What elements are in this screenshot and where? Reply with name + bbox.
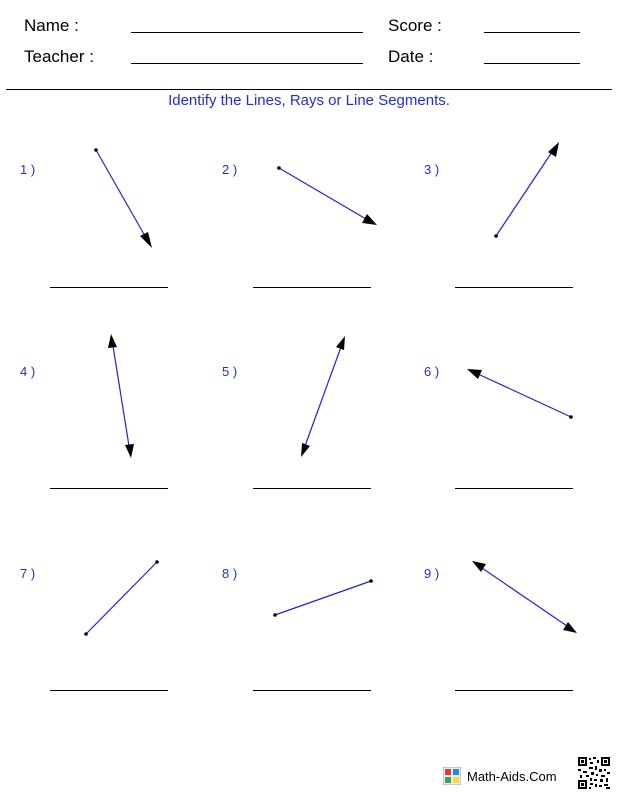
figure-4-line xyxy=(108,334,134,458)
figure-2-ray xyxy=(277,166,377,225)
problem-number-1: 1 ) xyxy=(20,162,36,177)
date-label: Date : xyxy=(388,47,434,66)
figure-8-segment xyxy=(273,579,373,617)
figure-3-ray xyxy=(494,142,559,238)
problem-number-8: 8 ) xyxy=(222,566,238,581)
problem-number-3: 3 ) xyxy=(424,162,440,177)
problem-number-6: 6 ) xyxy=(424,364,440,379)
figure-5-line xyxy=(301,336,345,457)
figure-6-ray xyxy=(467,369,573,419)
figure-9-line xyxy=(472,561,577,633)
brand xyxy=(443,767,557,785)
problem-number-2: 2 ) xyxy=(222,162,238,177)
score-label: Score : xyxy=(388,16,442,35)
name-label: Name : xyxy=(24,16,79,35)
figure-7-segment xyxy=(84,560,159,636)
problem-number-5: 5 ) xyxy=(222,364,238,379)
instructions: Identify the Lines, Rays or Line Segments. xyxy=(168,92,450,109)
teacher-label: Teacher : xyxy=(24,47,94,66)
math-aids-logo-icon xyxy=(443,767,461,785)
problem-number-9: 9 ) xyxy=(424,566,440,581)
problem-number-4: 4 ) xyxy=(20,364,36,379)
qr-code-icon xyxy=(578,757,610,789)
brand-text: Math-Aids.Com xyxy=(467,768,557,784)
problem-number-7: 7 ) xyxy=(20,566,36,581)
figure-1-ray xyxy=(94,148,152,248)
